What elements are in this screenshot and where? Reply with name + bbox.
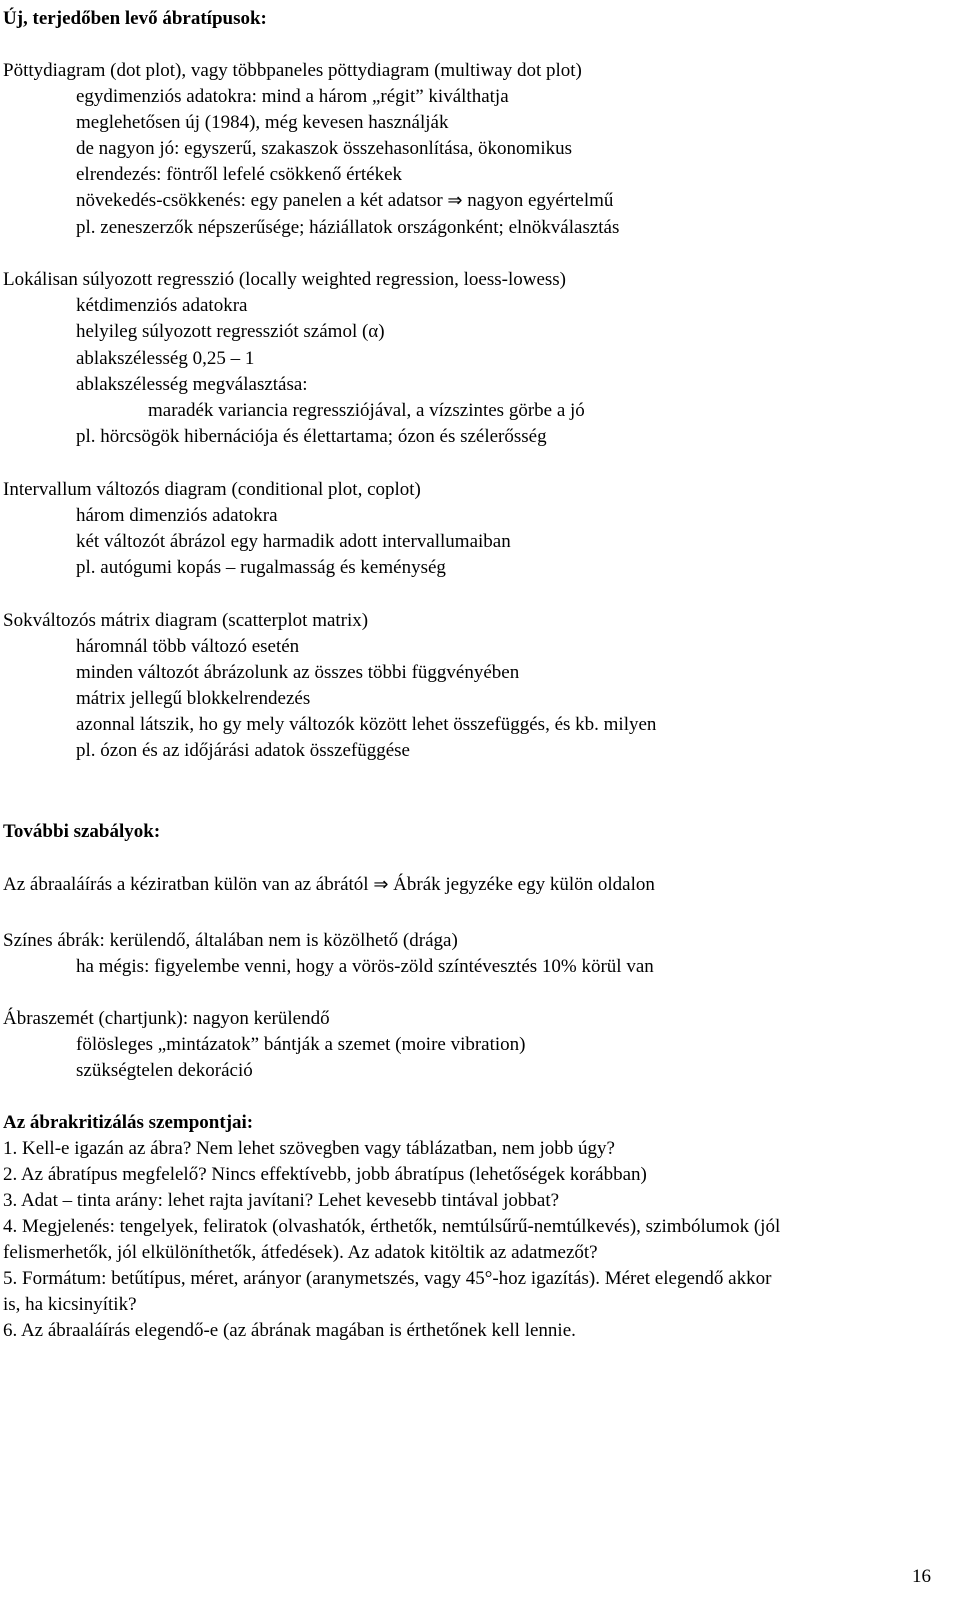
coplot-line: három dimenziós adatokra (76, 505, 278, 526)
coplot-example: pl. autógumi kopás – rugalmasság és keménység (76, 557, 446, 578)
scatter-matrix-example: pl. ózon és az időjárási adatok összefüggése (76, 740, 410, 761)
dot-plot-example: pl. zeneszerzők népszerűsége; háziállatok országonként; elnökválasztás (76, 217, 620, 238)
chartjunk-title: Ábraszemét (chartjunk): nagyon kerülendő (3, 1008, 330, 1029)
dot-plot-line: elrendezés: föntről lefelé csökkenő értékek (76, 164, 403, 185)
double-right-arrow-icon: ⇒ (373, 874, 389, 895)
coplot-line: két változót ábrázol egy harmadik adott intervallumaiban (76, 531, 511, 552)
critique-item-4: 4. Megjelenés: tengelyek, feliratok (olvashatók, érthetők, nemtúlsűrű-nemtúlkevés), szimbólumok (jól (3, 1216, 781, 1237)
critique-item-1: 1. Kell-e igazán az ábra? Nem lehet szövegben vagy táblázatban, nem jobb úgy? (3, 1138, 615, 1159)
scatter-matrix-line: háromnál több változó esetén (76, 636, 300, 657)
dot-plot-title: Pöttydiagram (dot plot), vagy többpaneles pöttydiagram (multiway dot plot) (3, 60, 582, 81)
critique-item-5-cont: is, ha kicsinyítik? (3, 1294, 137, 1315)
critique-item-3: 3. Adat – tinta arány: lehet rajta javítani? Lehet kevesebb tintával jobbat? (3, 1190, 560, 1211)
color-rule-line: ha mégis: figyelembe venni, hogy a vörös-zöld színtévesztés 10% körül van (76, 956, 654, 977)
caption-rule (3, 873, 655, 897)
loess-line: maradék variancia regressziójával, a vízszintes görbe a jó (148, 400, 585, 421)
dot-plot-line-text: nagyon egyértelmű (467, 190, 614, 211)
caption-rule-text: Ábrák jegyzéke egy külön oldalon (393, 874, 655, 895)
loess-title: Lokálisan súlyozott regresszió (locally weighted regression, loess-lowess) (3, 269, 566, 290)
loess-line: helyileg súlyozott regressziót számol (α) (76, 321, 385, 342)
section-heading-new-chart-types: Új, terjedőben levő ábratípusok: (3, 8, 267, 29)
loess-example: pl. hörcsögök hibernációja és élettartama; ózon és szélerősség (76, 426, 547, 447)
scatter-matrix-line: minden változót ábrázolunk az összes többi függvényében (76, 662, 520, 683)
section-heading-further-rules: További szabályok: (3, 821, 161, 842)
section-heading-critique: Az ábrakritizálás szempontjai: (3, 1112, 254, 1133)
scatter-matrix-title: Sokváltozós mátrix diagram (scatterplot matrix) (3, 610, 369, 631)
scatter-matrix-line: azonnal látszik, ho gy mely változók között lehet összefüggés, és kb. milyen (76, 714, 657, 735)
loess-line: kétdimenziós adatokra (76, 295, 248, 316)
dot-plot-line: egydimenziós adatokra: mind a három „régit” kiválthatja (76, 86, 509, 107)
chartjunk-line: szükségtelen dekoráció (76, 1060, 253, 1081)
dot-plot-line-text: növekedés-csökkenés: egy panelen a két adatsor (76, 190, 443, 211)
dot-plot-line: meglehetősen új (1984), még kevesen használják (76, 112, 449, 133)
critique-item-2: 2. Az ábratípus megfelelő? Nincs effektívebb, jobb ábratípus (lehetőségek korábban) (3, 1164, 647, 1185)
loess-line: ablakszélesség megválasztása: (76, 374, 308, 395)
chartjunk-line: fölösleges „mintázatok” bántják a szemet (moire vibration) (76, 1034, 526, 1055)
dot-plot-line (76, 189, 613, 213)
critique-item-6: 6. Az ábraaláírás elegendő-e (az ábrának magában is érthetőnek kell lennie. (3, 1320, 576, 1341)
loess-line: ablakszélesség 0,25 – 1 (76, 348, 255, 369)
page-number: 16 (912, 1566, 931, 1587)
dot-plot-line: de nagyon jó: egyszerű, szakaszok összehasonlítása, ökonomikus (76, 138, 572, 159)
scatter-matrix-line: mátrix jellegű blokkelrendezés (76, 688, 311, 709)
caption-rule-text: Az ábraaláírás a kéziratban külön van az ábrától (3, 874, 369, 895)
critique-item-5: 5. Formátum: betűtípus, méret, arányor (aranymetszés, vagy 45°-hoz igazítás). Méret elegendő akkor (3, 1268, 772, 1289)
double-right-arrow-icon: ⇒ (447, 190, 463, 211)
color-rule-title: Színes ábrák: kerülendő, általában nem is közölhető (drága) (3, 930, 458, 951)
critique-item-4-cont: felismerhetők, jól elkülöníthetők, átfedések). Az adatok kitöltik az adatmezőt? (3, 1242, 598, 1263)
coplot-title: Intervallum változós diagram (conditional plot, coplot) (3, 479, 421, 500)
